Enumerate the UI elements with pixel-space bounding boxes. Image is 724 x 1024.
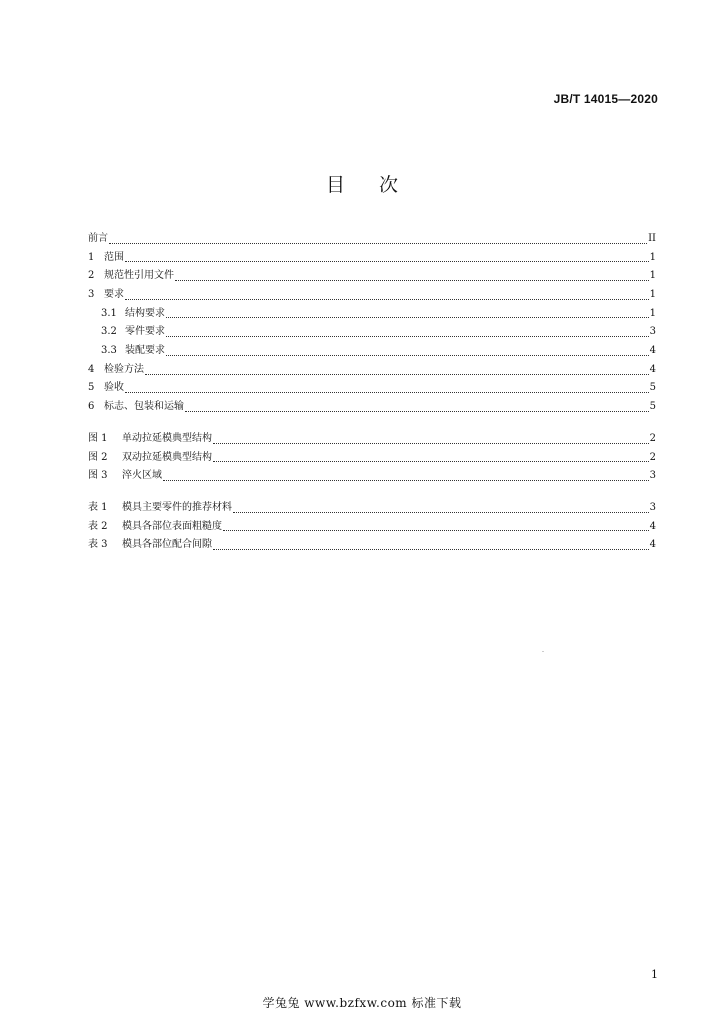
figure-entry[interactable] [88,449,656,468]
figure-number: 图 2 [88,451,108,463]
toc-entry[interactable] [88,398,656,417]
table-of-contents [88,230,656,555]
toc-entry-number: 3 [88,289,95,301]
figure-page: 3 [649,470,656,482]
table-number: 表 1 [88,501,108,513]
toc-entry-page: 1 [649,307,656,319]
toc-entry-number: 6 [88,401,95,413]
figure-label: 双动拉延模典型结构 [122,451,212,463]
toc-heading-part1: 目 [325,174,345,196]
dot-leader [166,336,649,337]
table-page: 4 [649,520,656,532]
toc-subentry[interactable] [88,323,656,342]
table-page: 3 [649,501,656,513]
toc-entry-label: 规范性引用文件 [104,270,174,282]
dot-leader [185,411,649,412]
toc-entry-label: 装配要求 [125,345,165,357]
toc-entry[interactable] [88,249,656,268]
toc-entry-page: 4 [649,363,656,375]
table-page: 4 [649,539,656,551]
figure-label: 单动拉延模典型结构 [122,432,212,444]
toc-entry-page: 1 [649,270,656,282]
toc-heading-part2: 次 [379,174,399,196]
toc-figures [88,430,656,486]
table-entry[interactable] [88,518,656,537]
document-code: JB/T 14015—2020 [553,92,658,106]
toc-entry-page: 1 [649,251,656,263]
dot-leader [163,480,649,481]
toc-entry-number: 1 [88,251,95,263]
figure-number: 图 1 [88,432,108,444]
figure-entry[interactable] [88,430,656,449]
page-number: 1 [651,968,658,981]
footer-watermark: 学兔兔 www.bzfxw.com 标准下载 [262,996,462,1010]
dot-leader [233,512,649,513]
toc-subentry[interactable] [88,342,656,361]
toc-entry[interactable] [88,230,656,249]
figure-page: 2 [649,432,656,444]
table-entry[interactable] [88,536,656,555]
toc-entry-page: 5 [649,401,656,413]
toc-entry-page: 5 [649,382,656,394]
table-label: 模具各部位表面粗糙度 [122,520,222,532]
toc-heading [0,170,724,197]
toc-entry-number: 4 [88,363,95,375]
dot-leader [213,461,649,462]
toc-entry[interactable] [88,286,656,305]
dot-leader [166,355,649,356]
toc-entry-label: 检验方法 [104,363,144,375]
toc-subentry[interactable] [88,305,656,324]
table-number: 表 2 [88,520,108,532]
toc-entry-number: 2 [88,270,95,282]
toc-entry-label: 前言 [88,232,108,244]
toc-entry-page: II [648,232,656,244]
table-entry[interactable] [88,499,656,518]
toc-entry-label: 零件要求 [125,326,165,338]
toc-entry-label: 范围 [104,251,124,263]
toc-entry-label: 验收 [104,382,124,394]
toc-entry-label: 结构要求 [125,307,165,319]
toc-entry-number: 3.1 [101,307,117,319]
dot-leader [175,280,649,281]
toc-sections [88,230,656,417]
toc-entry-label: 要求 [104,289,124,301]
toc-tables [88,499,656,555]
toc-entry-page: 3 [649,326,656,338]
scan-speck [542,651,544,652]
dot-leader [166,317,649,318]
dot-leader [213,549,649,550]
table-label: 模具各部位配合间隙 [122,539,212,551]
toc-entry[interactable] [88,380,656,399]
figure-label: 淬火区域 [122,470,162,482]
toc-entry-number: 3.3 [101,345,117,357]
dot-leader [213,443,649,444]
toc-entry-number: 3.2 [101,326,117,338]
toc-entry-page: 1 [649,289,656,301]
dot-leader [125,261,649,262]
dot-leader [109,243,647,244]
figure-page: 2 [649,451,656,463]
table-number: 表 3 [88,539,108,551]
table-label: 模具主要零件的推荐材料 [122,501,232,513]
toc-entry[interactable] [88,361,656,380]
dot-leader [125,392,649,393]
figure-number: 图 3 [88,470,108,482]
dot-leader [223,530,649,531]
dot-leader [125,299,649,300]
toc-entry[interactable] [88,267,656,286]
toc-entry-label: 标志、包装和运输 [104,401,184,413]
dot-leader [145,374,649,375]
toc-entry-page: 4 [649,345,656,357]
figure-entry[interactable] [88,467,656,486]
toc-entry-number: 5 [88,382,95,394]
